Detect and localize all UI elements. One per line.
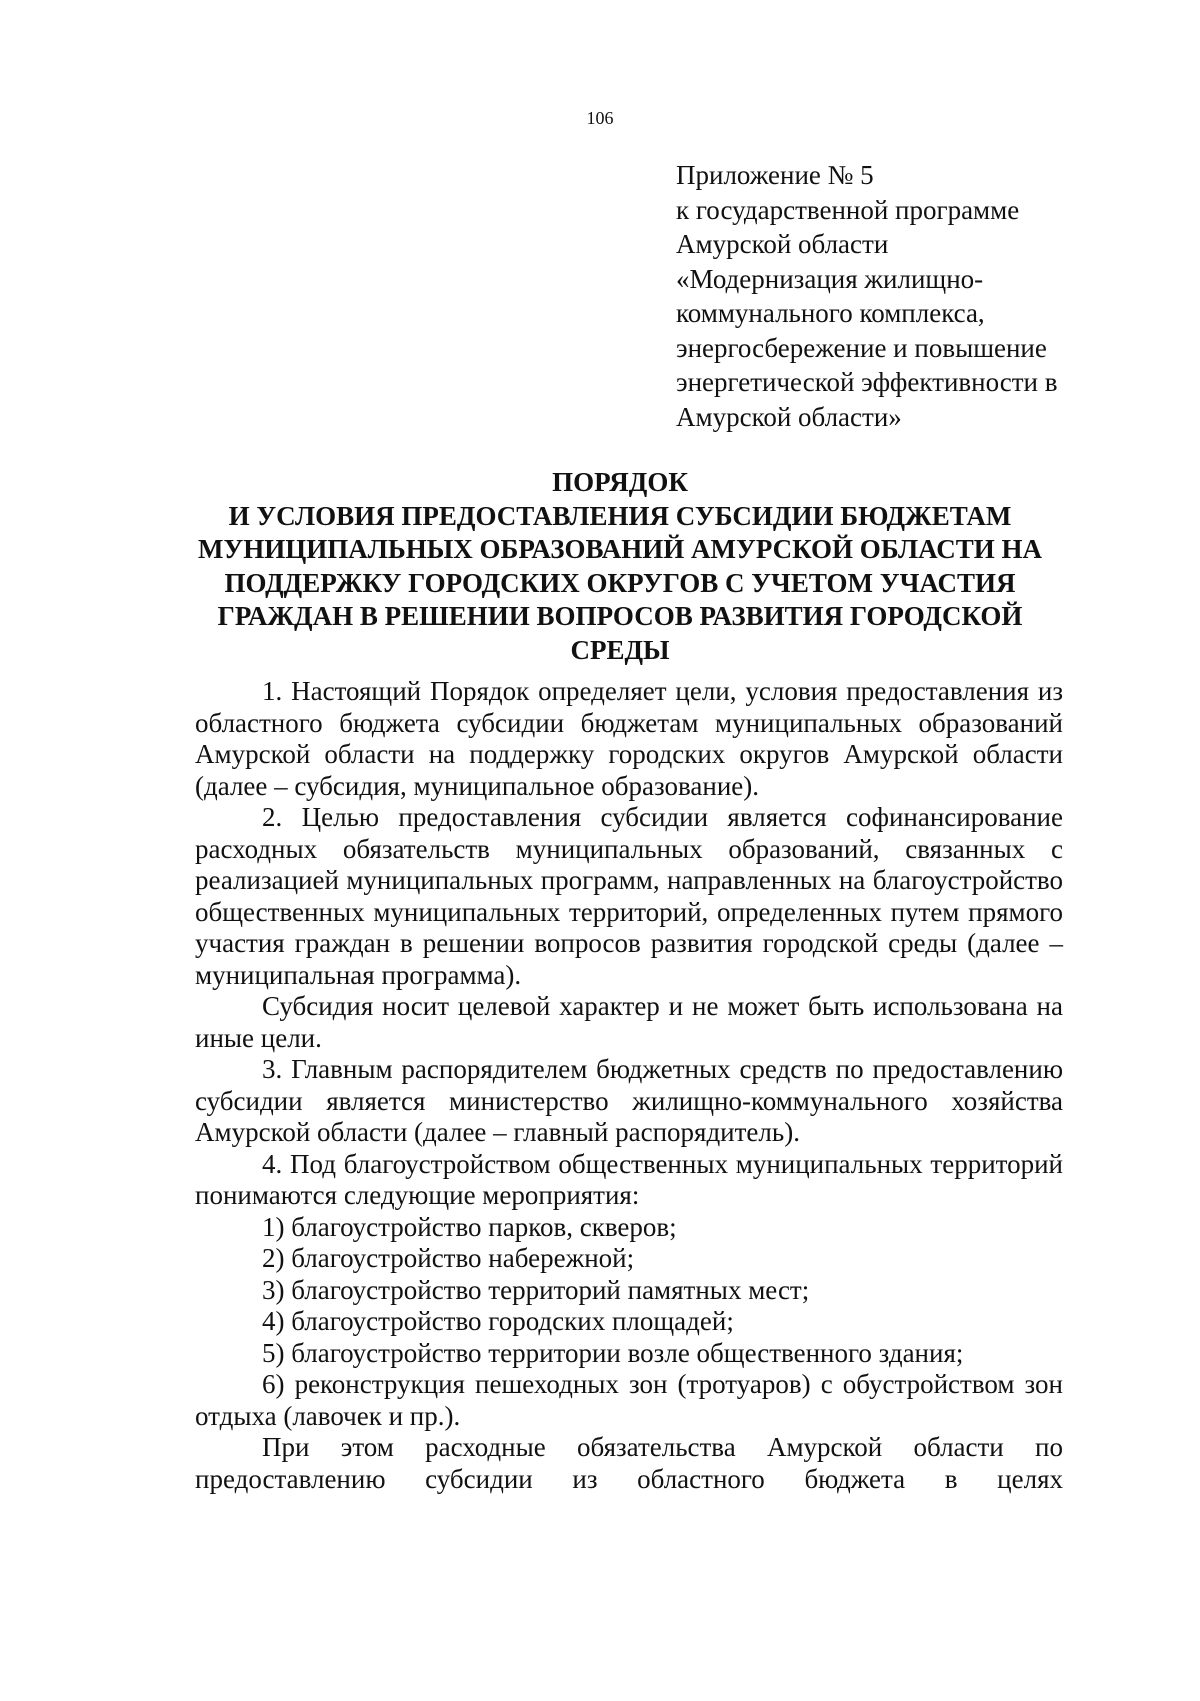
document-title [180, 466, 1060, 667]
appendix-line: Амурской области» [676, 401, 902, 432]
paragraph-3: Субсидия носит целевой характер и не может быть использована на иные цели. [195, 991, 1063, 1053]
list-item: 3) благоустройство территорий памятных мест; [262, 1274, 810, 1305]
title-line: ГРАЖДАН В РЕШЕНИИ ВОПРОСОВ РАЗВИТИЯ ГОРОДСКОЙ [217, 601, 1023, 631]
appendix-line: к государственной программе [676, 194, 1020, 225]
appendix-header [676, 158, 1146, 434]
title-line: ПОДДЕРЖКУ ГОРОДСКИХ ОКРУГОВ С УЧЕТОМ УЧАСТИЯ [224, 567, 1016, 598]
paragraph-4: 3. Главным распорядителем бюджетных средств по предоставлению субсидии является министерство жилищно-коммунального хозяйства Амурской области (далее – главный распорядитель). [195, 1054, 1063, 1147]
paragraph-6: 6) реконструкция пешеходных зон (тротуаров) с обустройством зон отдыха (лавочек и пр.). [195, 1369, 1063, 1431]
page-number: 106 [586, 108, 614, 128]
paragraph-1: 1. Настоящий Порядок определяет цели, условия предоставления из областного бюджета субсидии бюджетам муниципальных образований Амурской области на поддержку городских округов Амурской области (далее – субсидия, муниципальное образование). [195, 676, 1063, 801]
appendix-line: «Модернизация жилищно- [676, 263, 984, 294]
list-item: 5) благоустройство территории возле общественного здания; [262, 1337, 964, 1368]
appendix-line: энергосбережение и повышение [676, 332, 1047, 363]
title-line: ПОРЯДОК [552, 467, 688, 497]
document-body [195, 676, 1063, 1495]
list-item: 2) благоустройство набережной; [262, 1243, 635, 1273]
paragraph-7: При этом расходные обязательства Амурской области по предоставлению субсидии из областного бюджета в целях [195, 1432, 1063, 1494]
title-line: И УСЛОВИЯ ПРЕДОСТАВЛЕНИЯ СУБСИДИИ БЮДЖЕТАМ [228, 500, 1012, 531]
title-line: МУНИЦИПАЛЬНЫХ ОБРАЗОВАНИЙ АМУРСКОЙ ОБЛАСТИ НА [197, 534, 1043, 564]
appendix-line: коммунального комплекса, [676, 298, 985, 328]
appendix-line: энергетической эффективности в [676, 367, 1058, 397]
list-item: 4) благоустройство городских площадей; [262, 1306, 734, 1336]
appendix-line: Приложение № 5 [676, 160, 874, 190]
paragraph-2: 2. Целью предоставления субсидии является софинансирование расходных обязательств муниципальных образований, связанных с реализацией муниципальных программ, направленных на благоустройство общественных муниципальных территорий, определенных путем прямого участия граждан в решении вопросов развития городской среды (далее – муниципальная программа). [195, 802, 1063, 990]
paragraph-5: 4. Под благоустройством общественных муниципальных территорий понимаются следующие мероприятия: [195, 1148, 1063, 1210]
list-item: 1) благоустройство парков, скверов; [262, 1211, 677, 1242]
appendix-line: Амурской области [676, 229, 889, 259]
title-line: СРЕДЫ [570, 634, 670, 665]
